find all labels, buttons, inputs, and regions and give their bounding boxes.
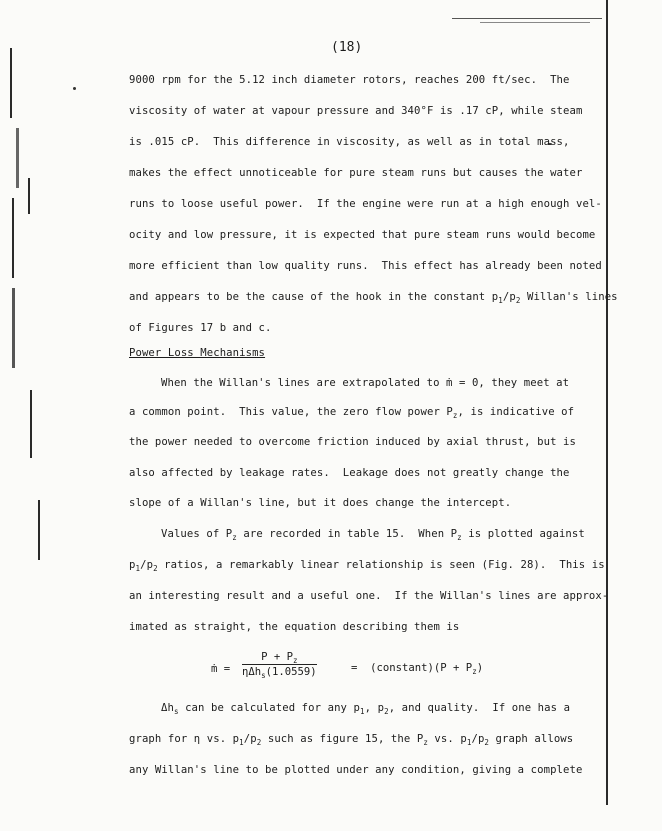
text-line: $\Delta h_s$ can be calculated for any $p_1$, $p_2$, and quality. If one has a xyxy=(161,702,571,716)
binding-edge xyxy=(0,38,42,468)
equation-rhs: = (constant)(P + $P_z$) xyxy=(351,662,484,676)
page-number: (18) xyxy=(331,40,363,55)
equation-numerator: $P + P_z$ xyxy=(242,651,317,665)
text-line: graph for η vs. $p_1/p_2$ such as figure 15, the $P_z$ vs. $p_1/p_2$ graph allows xyxy=(129,733,574,747)
text-line: of Figures 17 b and c. xyxy=(129,322,272,334)
text-line: Values of $P_z$ are recorded in table 15. When $P_z$ is plotted against xyxy=(161,528,585,542)
text-line: $p_1/p_2$ ratios, a remarkably linear relationship is seen (Fig. 28). This is xyxy=(129,559,605,573)
text-line: any Willan's line to be plotted under any condition, giving a complete xyxy=(129,764,583,776)
text-line: slope of a Willan's line, but it does change the intercept. xyxy=(129,497,512,509)
text-line: When the Willan's lines are extrapolated to ṁ = 0, they meet at xyxy=(161,377,570,389)
page-edge xyxy=(606,0,608,805)
equation-fraction xyxy=(242,651,317,678)
text-line: runs to loose useful power. If the engine were run at a high enough vel- xyxy=(129,198,602,210)
text-line: the power needed to overcome friction induced by axial thrust, but is xyxy=(129,436,576,448)
text-line: viscosity of water at vapour pressure and 340°F is .17 cP, while steam xyxy=(129,105,583,117)
text-line: is .015 cP. This difference in viscosity, as well as in total mass, xyxy=(129,136,570,148)
binding-mark xyxy=(28,178,30,214)
text-line: and appears to be the cause of the hook in the constant $p_1/p_2$ Willan's lines xyxy=(129,291,618,305)
text-line: 9000 rpm for the 5.12 inch diameter rotors, reaches 200 ft/sec. The xyxy=(129,74,570,86)
text-line: imated as straight, the equation describing them is xyxy=(129,621,460,633)
text-line: more efficient than low quality runs. This effect has already been noted xyxy=(129,260,602,272)
equation-lhs: ṁ = xyxy=(211,663,231,675)
equation-denominator: ηΔh$_s$(1.0559) xyxy=(242,666,317,680)
text-line: ocity and low pressure, it is expected that pure steam runs would become xyxy=(129,229,596,241)
text-line: a common point. This value, the zero flow power $P_z$, is indicative of xyxy=(129,406,575,420)
speck xyxy=(73,87,76,90)
binding-mark xyxy=(12,288,15,368)
binding-mark xyxy=(10,48,12,118)
top-rule xyxy=(480,22,590,23)
text-line: also affected by leakage rates. Leakage does not greatly change the xyxy=(129,467,570,479)
binding-mark xyxy=(12,198,14,278)
binding-mark xyxy=(30,390,32,458)
section-heading: Power Loss Mechanisms xyxy=(129,347,266,359)
binding-mark xyxy=(16,128,19,188)
text-line: makes the effect unnoticeable for pure steam runs but causes the water xyxy=(129,167,583,179)
binding-mark xyxy=(38,500,40,560)
top-rule xyxy=(452,18,602,19)
text-line: an interesting result and a useful one. If the Willan's lines are approx- xyxy=(129,590,609,602)
